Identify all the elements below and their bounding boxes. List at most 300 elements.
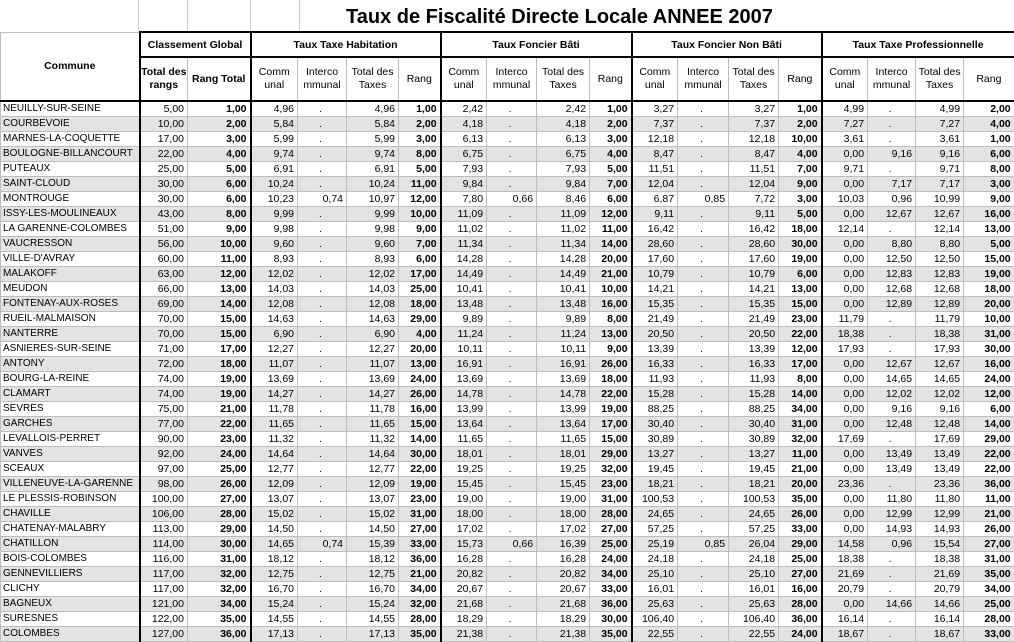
fb-rang-cell: 7,00 — [590, 177, 632, 192]
tp-communal-cell: 4,99 — [822, 101, 868, 117]
th-communal-cell: 11,78 — [251, 402, 298, 417]
fb-rang-cell: 35,00 — [590, 627, 632, 642]
fb-intercommunal-cell: . — [487, 627, 537, 642]
rang-total-cell: 10,00 — [188, 237, 251, 252]
tp-total-cell: 13,49 — [916, 447, 964, 462]
tp-total-cell: 18,38 — [916, 327, 964, 342]
fb-total-cell: 16,91 — [537, 357, 590, 372]
tp-communal-cell: 0,00 — [822, 147, 868, 162]
fnb-communal-cell: 6,87 — [632, 192, 678, 207]
th-rang-cell: 9,00 — [399, 222, 441, 237]
total-rangs-cell: 30,00 — [140, 192, 188, 207]
fnb-total-cell: 15,28 — [729, 387, 779, 402]
th-intercommunal-cell: . — [298, 432, 347, 447]
fnb-communal-cell: 24,18 — [632, 552, 678, 567]
total-rangs-cell: 121,00 — [140, 597, 188, 612]
table-row — [1, 372, 1014, 387]
fnb-total-cell: 24,18 — [729, 552, 779, 567]
th-communal-cell: 14,65 — [251, 537, 298, 552]
fnb-rang-cell: 15,00 — [779, 297, 822, 312]
commune-cell: VILLENEUVE-LA-GARENNE — [1, 477, 140, 492]
th-total-cell: 13,07 — [347, 492, 399, 507]
tp-total-cell: 12,48 — [916, 417, 964, 432]
rang-total-cell: 15,00 — [188, 312, 251, 327]
table-row — [1, 192, 1014, 207]
column-header-total-taxes: Total des Taxes — [729, 57, 779, 101]
th-rang-cell: 17,00 — [399, 267, 441, 282]
th-rang-cell: 12,00 — [399, 192, 441, 207]
total-rangs-cell: 70,00 — [140, 327, 188, 342]
th-communal-cell: 6,91 — [251, 162, 298, 177]
total-rangs-cell: 116,00 — [140, 552, 188, 567]
fnb-total-cell: 16,33 — [729, 357, 779, 372]
tp-total-cell: 13,49 — [916, 462, 964, 477]
commune-cell: VANVES — [1, 447, 140, 462]
th-total-cell: 14,50 — [347, 522, 399, 537]
tp-rang-cell: 9,00 — [964, 192, 1014, 207]
fb-intercommunal-cell: . — [487, 297, 537, 312]
tp-intercommunal-cell: 12,99 — [868, 507, 916, 522]
rang-total-cell: 18,00 — [188, 357, 251, 372]
fnb-total-cell: 10,79 — [729, 267, 779, 282]
tp-communal-cell: 18,38 — [822, 552, 868, 567]
fb-intercommunal-cell: . — [487, 462, 537, 477]
fnb-communal-cell: 22,55 — [632, 627, 678, 642]
table-row — [1, 507, 1014, 522]
fnb-total-cell: 9,11 — [729, 207, 779, 222]
tp-rang-cell: 12,00 — [964, 387, 1014, 402]
tp-intercommunal-cell: 12,48 — [868, 417, 916, 432]
fnb-total-cell: 100,53 — [729, 492, 779, 507]
fnb-total-cell: 3,27 — [729, 101, 779, 117]
table-row — [1, 477, 1014, 492]
tp-total-cell: 9,16 — [916, 402, 964, 417]
th-communal-cell: 10,23 — [251, 192, 298, 207]
fnb-intercommunal-cell: . — [678, 267, 729, 282]
fnb-rang-cell: 25,00 — [779, 552, 822, 567]
tp-communal-cell: 14,58 — [822, 537, 868, 552]
fb-communal-cell: 20,67 — [441, 582, 487, 597]
fb-communal-cell: 11,24 — [441, 327, 487, 342]
fnb-intercommunal-cell: . — [678, 462, 729, 477]
column-header-communal: Comm unal — [441, 57, 487, 101]
tp-total-cell: 8,80 — [916, 237, 964, 252]
commune-cell: FONTENAY-AUX-ROSES — [1, 297, 140, 312]
fnb-communal-cell: 10,79 — [632, 267, 678, 282]
fb-rang-cell: 16,00 — [590, 297, 632, 312]
fnb-communal-cell: 57,25 — [632, 522, 678, 537]
th-total-cell: 15,39 — [347, 537, 399, 552]
fnb-rang-cell: 8,00 — [779, 372, 822, 387]
tp-intercommunal-cell: . — [868, 612, 916, 627]
fnb-rang-cell: 13,00 — [779, 282, 822, 297]
rang-total-cell: 11,00 — [188, 252, 251, 267]
fb-rang-cell: 36,00 — [590, 597, 632, 612]
total-rangs-cell: 66,00 — [140, 282, 188, 297]
fb-intercommunal-cell: . — [487, 417, 537, 432]
th-total-cell: 18,12 — [347, 552, 399, 567]
tp-intercommunal-cell: 12,67 — [868, 207, 916, 222]
commune-cell: ANTONY — [1, 357, 140, 372]
fnb-rang-cell: 7,00 — [779, 162, 822, 177]
th-intercommunal-cell: . — [298, 462, 347, 477]
fb-intercommunal-cell: . — [487, 147, 537, 162]
tp-rang-cell: 15,00 — [964, 252, 1014, 267]
total-rangs-cell: 98,00 — [140, 477, 188, 492]
total-rangs-cell: 25,00 — [140, 162, 188, 177]
tp-communal-cell: 0,00 — [822, 387, 868, 402]
rang-total-cell: 6,00 — [188, 192, 251, 207]
fnb-communal-cell: 25,10 — [632, 567, 678, 582]
rang-total-cell: 19,00 — [188, 372, 251, 387]
fnb-intercommunal-cell: . — [678, 282, 729, 297]
tp-rang-cell: 2,00 — [964, 101, 1014, 117]
fnb-intercommunal-cell: . — [678, 357, 729, 372]
column-header-communal: Comm unal — [251, 57, 298, 101]
fnb-total-cell: 22,55 — [729, 627, 779, 642]
tp-rang-cell: 24,00 — [964, 372, 1014, 387]
th-communal-cell: 12,08 — [251, 297, 298, 312]
th-communal-cell: 15,24 — [251, 597, 298, 612]
th-communal-cell: 15,02 — [251, 507, 298, 522]
table-row — [1, 582, 1014, 597]
fb-communal-cell: 21,68 — [441, 597, 487, 612]
rang-total-cell: 4,00 — [188, 147, 251, 162]
tp-communal-cell: 0,00 — [822, 357, 868, 372]
rang-total-cell: 24,00 — [188, 447, 251, 462]
table-row — [1, 432, 1014, 447]
table-row — [1, 567, 1014, 582]
th-intercommunal-cell: . — [298, 612, 347, 627]
fb-communal-cell: 11,34 — [441, 237, 487, 252]
commune-cell: LE PLESSIS-ROBINSON — [1, 492, 140, 507]
fb-intercommunal-cell: . — [487, 117, 537, 132]
page-title: Taux de Fiscalité Directe Locale ANNEE 2007 — [346, 6, 773, 28]
fb-intercommunal-cell: . — [487, 372, 537, 387]
fnb-communal-cell: 18,21 — [632, 477, 678, 492]
th-intercommunal-cell: . — [298, 567, 347, 582]
fb-intercommunal-cell: . — [487, 567, 537, 582]
fnb-total-cell: 7,37 — [729, 117, 779, 132]
fb-intercommunal-cell: . — [487, 612, 537, 627]
th-communal-cell: 14,64 — [251, 447, 298, 462]
fnb-communal-cell: 11,93 — [632, 372, 678, 387]
fnb-total-cell: 11,51 — [729, 162, 779, 177]
rang-total-cell: 19,00 — [188, 387, 251, 402]
commune-cell: COURBEVOIE — [1, 117, 140, 132]
th-intercommunal-cell: . — [298, 177, 347, 192]
fb-rang-cell: 29,00 — [590, 447, 632, 462]
fb-intercommunal-cell: . — [487, 552, 537, 567]
tp-intercommunal-cell: 0,96 — [868, 537, 916, 552]
total-rangs-cell: 117,00 — [140, 582, 188, 597]
th-communal-cell: 9,99 — [251, 207, 298, 222]
rang-total-cell: 21,00 — [188, 402, 251, 417]
fb-rang-cell: 28,00 — [590, 507, 632, 522]
fnb-intercommunal-cell: . — [678, 177, 729, 192]
total-rangs-cell: 22,00 — [140, 147, 188, 162]
rang-total-cell: 8,00 — [188, 207, 251, 222]
tp-intercommunal-cell: 13,49 — [868, 447, 916, 462]
rang-total-cell: 25,00 — [188, 462, 251, 477]
fnb-rang-cell: 23,00 — [779, 312, 822, 327]
rang-total-cell: 17,00 — [188, 342, 251, 357]
table-row — [1, 267, 1014, 282]
th-total-cell: 14,03 — [347, 282, 399, 297]
th-rang-cell: 11,00 — [399, 177, 441, 192]
table-row — [1, 117, 1014, 132]
fb-communal-cell: 19,00 — [441, 492, 487, 507]
th-total-cell: 9,99 — [347, 207, 399, 222]
th-rang-cell: 32,00 — [399, 597, 441, 612]
tp-intercommunal-cell: . — [868, 552, 916, 567]
grid-line — [138, 0, 139, 31]
tp-total-cell: 15,54 — [916, 537, 964, 552]
fb-rang-cell: 4,00 — [590, 147, 632, 162]
title-bar — [0, 0, 1014, 31]
total-rangs-cell: 60,00 — [140, 252, 188, 267]
fnb-rang-cell: 12,00 — [779, 342, 822, 357]
total-rangs-cell: 43,00 — [140, 207, 188, 222]
th-intercommunal-cell: . — [298, 597, 347, 612]
commune-cell: BOURG-LA-REINE — [1, 372, 140, 387]
th-total-cell: 4,96 — [347, 101, 399, 117]
th-total-cell: 14,55 — [347, 612, 399, 627]
commune-cell: GENNEVILLIERS — [1, 567, 140, 582]
fnb-intercommunal-cell: . — [678, 507, 729, 522]
th-communal-cell: 14,50 — [251, 522, 298, 537]
commune-cell: NANTERRE — [1, 327, 140, 342]
fnb-intercommunal-cell: . — [678, 252, 729, 267]
column-header-total-rangs: Total des rangs — [140, 57, 188, 101]
tp-intercommunal-cell: 14,66 — [868, 597, 916, 612]
th-intercommunal-cell: . — [298, 417, 347, 432]
tp-communal-cell: 0,00 — [822, 447, 868, 462]
total-rangs-cell: 10,00 — [140, 117, 188, 132]
tp-communal-cell: 0,00 — [822, 372, 868, 387]
tp-intercommunal-cell: 13,49 — [868, 462, 916, 477]
fb-total-cell: 10,11 — [537, 342, 590, 357]
fnb-rang-cell: 28,00 — [779, 597, 822, 612]
rang-total-cell: 29,00 — [188, 522, 251, 537]
fnb-intercommunal-cell: . — [678, 312, 729, 327]
fb-total-cell: 13,48 — [537, 297, 590, 312]
fb-total-cell: 9,84 — [537, 177, 590, 192]
fb-intercommunal-cell: . — [487, 387, 537, 402]
rang-total-cell: 2,00 — [188, 117, 251, 132]
commune-cell: MONTROUGE — [1, 192, 140, 207]
tp-intercommunal-cell: . — [868, 222, 916, 237]
th-communal-cell: 12,75 — [251, 567, 298, 582]
fb-communal-cell: 18,00 — [441, 507, 487, 522]
fnb-total-cell: 17,60 — [729, 252, 779, 267]
fnb-rang-cell: 33,00 — [779, 522, 822, 537]
fb-total-cell: 15,45 — [537, 477, 590, 492]
th-total-cell: 5,99 — [347, 132, 399, 147]
tp-rang-cell: 27,00 — [964, 537, 1014, 552]
fnb-communal-cell: 9,11 — [632, 207, 678, 222]
tp-communal-cell: 18,67 — [822, 627, 868, 642]
tp-communal-cell: 0,00 — [822, 597, 868, 612]
th-intercommunal-cell: . — [298, 402, 347, 417]
tp-communal-cell: 9,71 — [822, 162, 868, 177]
tp-communal-cell: 3,61 — [822, 132, 868, 147]
fnb-total-cell: 25,63 — [729, 597, 779, 612]
commune-cell: MALAKOFF — [1, 267, 140, 282]
fnb-intercommunal-cell: . — [678, 597, 729, 612]
total-rangs-cell: 5,00 — [140, 101, 188, 117]
fnb-communal-cell: 21,49 — [632, 312, 678, 327]
th-rang-cell: 14,00 — [399, 432, 441, 447]
tp-rang-cell: 19,00 — [964, 267, 1014, 282]
fnb-total-cell: 8,47 — [729, 147, 779, 162]
rang-total-cell: 5,00 — [188, 162, 251, 177]
th-intercommunal-cell: . — [298, 267, 347, 282]
tp-intercommunal-cell: 8,80 — [868, 237, 916, 252]
th-communal-cell: 4,96 — [251, 101, 298, 117]
rang-total-cell: 1,00 — [188, 101, 251, 117]
th-total-cell: 10,97 — [347, 192, 399, 207]
th-intercommunal-cell: . — [298, 162, 347, 177]
fnb-rang-cell: 17,00 — [779, 357, 822, 372]
fb-intercommunal-cell: . — [487, 207, 537, 222]
commune-cell: CHATILLON — [1, 537, 140, 552]
tp-total-cell: 12,99 — [916, 507, 964, 522]
tp-total-cell: 11,80 — [916, 492, 964, 507]
total-rangs-cell: 92,00 — [140, 447, 188, 462]
fb-total-cell: 11,65 — [537, 432, 590, 447]
tp-communal-cell: 0,00 — [822, 267, 868, 282]
tp-total-cell: 9,16 — [916, 147, 964, 162]
fnb-total-cell: 7,72 — [729, 192, 779, 207]
fb-intercommunal-cell: . — [487, 282, 537, 297]
total-rangs-cell: 97,00 — [140, 462, 188, 477]
fb-rang-cell: 10,00 — [590, 282, 632, 297]
fb-rang-cell: 23,00 — [590, 477, 632, 492]
commune-cell: SURESNES — [1, 612, 140, 627]
fnb-intercommunal-cell: . — [678, 492, 729, 507]
fb-communal-cell: 15,73 — [441, 537, 487, 552]
tp-rang-cell: 4,00 — [964, 117, 1014, 132]
fb-communal-cell: 17,02 — [441, 522, 487, 537]
fnb-total-cell: 28,60 — [729, 237, 779, 252]
th-total-cell: 11,65 — [347, 417, 399, 432]
th-rang-cell: 28,00 — [399, 612, 441, 627]
fb-total-cell: 11,34 — [537, 237, 590, 252]
th-total-cell: 17,13 — [347, 627, 399, 642]
column-header-intercommunal: Interco mmunal — [678, 57, 729, 101]
fb-communal-cell: 14,28 — [441, 252, 487, 267]
tp-communal-cell: 20,79 — [822, 582, 868, 597]
fb-rang-cell: 12,00 — [590, 207, 632, 222]
fnb-intercommunal-cell: . — [678, 342, 729, 357]
tp-communal-cell: 0,00 — [822, 177, 868, 192]
fb-rang-cell: 6,00 — [590, 192, 632, 207]
fnb-total-cell: 16,42 — [729, 222, 779, 237]
tp-rang-cell: 33,00 — [964, 627, 1014, 642]
tp-intercommunal-cell: 0,96 — [868, 192, 916, 207]
tp-communal-cell: 10,03 — [822, 192, 868, 207]
fnb-communal-cell: 12,18 — [632, 132, 678, 147]
tp-intercommunal-cell: 14,65 — [868, 372, 916, 387]
tp-communal-cell: 17,69 — [822, 432, 868, 447]
tp-communal-cell: 0,00 — [822, 507, 868, 522]
fnb-intercommunal-cell: . — [678, 297, 729, 312]
fnb-rang-cell: 26,00 — [779, 507, 822, 522]
tp-total-cell: 21,69 — [916, 567, 964, 582]
tp-intercommunal-cell: 7,17 — [868, 177, 916, 192]
fnb-communal-cell: 30,40 — [632, 417, 678, 432]
th-rang-cell: 34,00 — [399, 582, 441, 597]
th-intercommunal-cell: . — [298, 147, 347, 162]
tp-communal-cell: 0,00 — [822, 402, 868, 417]
th-intercommunal-cell: . — [298, 237, 347, 252]
fb-rang-cell: 26,00 — [590, 357, 632, 372]
commune-cell: SCEAUX — [1, 462, 140, 477]
th-communal-cell: 13,69 — [251, 372, 298, 387]
fnb-rang-cell: 3,00 — [779, 192, 822, 207]
fnb-total-cell: 21,49 — [729, 312, 779, 327]
tp-total-cell: 11,79 — [916, 312, 964, 327]
fb-intercommunal-cell: . — [487, 267, 537, 282]
th-total-cell: 11,07 — [347, 357, 399, 372]
th-intercommunal-cell: . — [298, 207, 347, 222]
tp-rang-cell: 6,00 — [964, 402, 1014, 417]
commune-cell: GARCHES — [1, 417, 140, 432]
tp-communal-cell: 11,79 — [822, 312, 868, 327]
th-total-cell: 9,60 — [347, 237, 399, 252]
th-communal-cell: 17,13 — [251, 627, 298, 642]
tp-total-cell: 18,67 — [916, 627, 964, 642]
fnb-communal-cell: 16,42 — [632, 222, 678, 237]
fnb-total-cell: 26,04 — [729, 537, 779, 552]
tp-intercommunal-cell: 12,83 — [868, 267, 916, 282]
th-communal-cell: 10,24 — [251, 177, 298, 192]
fnb-communal-cell: 8,47 — [632, 147, 678, 162]
fnb-rang-cell: 14,00 — [779, 387, 822, 402]
tp-communal-cell: 0,00 — [822, 522, 868, 537]
fb-intercommunal-cell: . — [487, 522, 537, 537]
fnb-rang-cell: 1,00 — [779, 101, 822, 117]
th-rang-cell: 3,00 — [399, 132, 441, 147]
th-total-cell: 10,24 — [347, 177, 399, 192]
fnb-intercommunal-cell: . — [678, 552, 729, 567]
th-rang-cell: 19,00 — [399, 477, 441, 492]
table-row — [1, 282, 1014, 297]
rang-total-cell: 6,00 — [188, 177, 251, 192]
rang-total-cell: 31,00 — [188, 552, 251, 567]
tp-rang-cell: 26,00 — [964, 522, 1014, 537]
fb-communal-cell: 2,42 — [441, 101, 487, 117]
fnb-intercommunal-cell: . — [678, 237, 729, 252]
th-rang-cell: 29,00 — [399, 312, 441, 327]
fb-communal-cell: 14,78 — [441, 387, 487, 402]
fb-communal-cell: 9,84 — [441, 177, 487, 192]
commune-cell: RUEIL-MALMAISON — [1, 312, 140, 327]
tp-rang-cell: 36,00 — [964, 477, 1014, 492]
commune-cell: PUTEAUX — [1, 162, 140, 177]
fnb-total-cell: 13,39 — [729, 342, 779, 357]
tp-total-cell: 17,93 — [916, 342, 964, 357]
fb-total-cell: 20,67 — [537, 582, 590, 597]
fb-rang-cell: 19,00 — [590, 402, 632, 417]
fnb-total-cell: 88,25 — [729, 402, 779, 417]
th-intercommunal-cell: . — [298, 522, 347, 537]
total-rangs-cell: 122,00 — [140, 612, 188, 627]
fb-communal-cell: 6,13 — [441, 132, 487, 147]
commune-cell: ISSY-LES-MOULINEAUX — [1, 207, 140, 222]
fnb-intercommunal-cell: . — [678, 132, 729, 147]
